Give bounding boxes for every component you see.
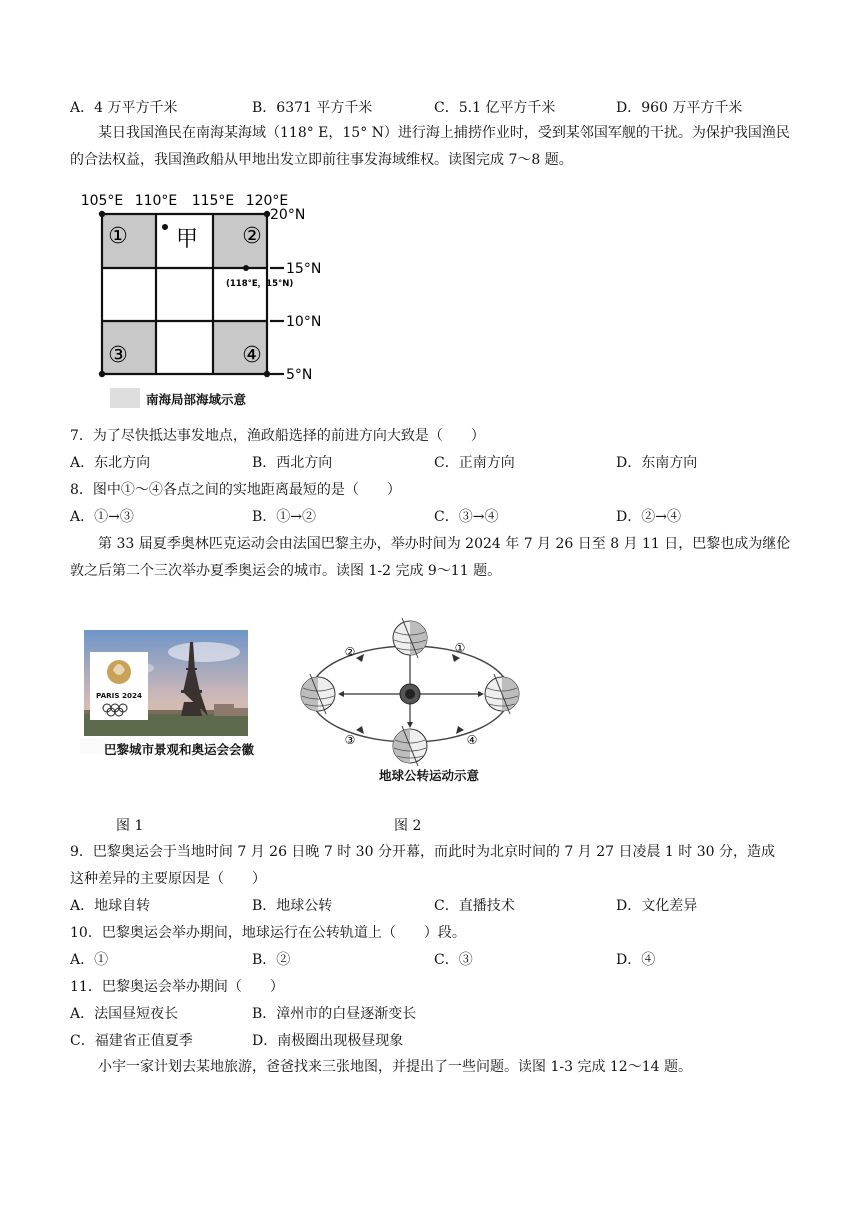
q6-option-a: A．4 万平方千米	[70, 100, 178, 116]
q9-stem-line2: 这种差异的主要原因是（ ）	[70, 871, 266, 887]
q6-option-b: B．6371 平方千米	[252, 100, 373, 116]
lat-label-10: 10°N	[286, 314, 322, 330]
fig1-label: 图 1	[116, 818, 144, 834]
earth-right	[485, 674, 519, 714]
earth-top	[393, 618, 427, 658]
q11-option-c: C．福建省正值夏季	[70, 1033, 193, 1049]
segment-4-label: ④	[466, 733, 478, 747]
point-jia-label: 甲	[176, 227, 199, 252]
q10-option-d: D．④	[616, 952, 656, 968]
fig1-caption: 巴黎城市景观和奥运会会徽	[104, 742, 255, 757]
lat-label-15: 15°N	[286, 261, 322, 277]
q7-option-b: B．西北方向	[252, 455, 333, 471]
point-jia-dot	[162, 224, 168, 230]
logo-text: PARIS 2024	[95, 691, 143, 700]
q10-option-a: A．①	[70, 952, 109, 968]
q8-option-d: D．②→④	[616, 509, 681, 525]
intro-12-14: 小宇一家计划去某地旅游，爸爸找来三张地图，并提出了一些问题。读图 1-3 完成 12～14 题。	[98, 1059, 692, 1075]
q9-option-c: C．直播技术	[434, 898, 515, 914]
q8-stem: 8．图中①～④各点之间的实地距离最短的是（ ）	[70, 482, 401, 498]
lat-label-20: 20°N	[270, 207, 306, 223]
q7-option-c: C．正南方向	[434, 455, 515, 471]
incident-point-dot	[243, 265, 249, 271]
region-3-label: ③	[108, 343, 128, 368]
lon-label-105: 105°E	[80, 193, 124, 209]
south-sea-map	[80, 186, 340, 412]
q7-option-d: D．东南方向	[616, 455, 698, 471]
earth-left	[301, 674, 335, 714]
q10-option-c: C．③	[434, 952, 473, 968]
q8-option-b: B．①→②	[252, 509, 317, 525]
fig2-label: 图 2	[394, 818, 422, 834]
region-2-label: ②	[242, 224, 262, 249]
q11-option-b: B．漳州市的白昼逐渐变长	[252, 1006, 417, 1022]
q9-option-a: A．地球自转	[70, 898, 151, 914]
earth-revolution-diagram	[292, 618, 528, 790]
q7-option-a: A．东北方向	[70, 455, 151, 471]
lon-label-110: 110°E	[134, 193, 178, 209]
segment-3-label: ③	[344, 733, 356, 747]
caption-blur	[110, 388, 140, 408]
lon-label-120: 120°E	[245, 193, 289, 209]
lon-label-115: 115°E	[191, 193, 235, 209]
q11-option-d: D．南极圈出现极昼现象	[252, 1033, 404, 1049]
segment-1-label: ①	[454, 641, 466, 655]
intro-9-11: 第 33 届夏季奥林匹克运动会由法国巴黎主办，举办时间为 2024 年 7 月 26 日至 8 月 11 日，巴黎也成为继伦敦之后第二个三次举办夏季奥运会的城市。读图 1-2 完成 9～11 题。	[70, 536, 791, 579]
q9-option-d: D．文化差异	[616, 898, 698, 914]
map-caption: 南海局部海域示意	[146, 392, 247, 407]
paris-photo	[84, 630, 248, 736]
q8-option-a: A．①→③	[70, 509, 134, 525]
q6-option-c: C．5.1 亿平方千米	[434, 100, 556, 116]
q11-stem: 11．巴黎奥运会举办期间（ ）	[70, 979, 284, 995]
fig2-caption: 地球公转运动示意	[379, 768, 480, 783]
incident-point-label: (118°E，15°N)	[226, 279, 294, 289]
q11-option-a: A．法国昼短夜长	[70, 1006, 179, 1022]
q8-option-c: C．③→④	[434, 509, 499, 525]
region-1-label: ①	[108, 224, 128, 249]
segment-2-label: ②	[344, 645, 356, 659]
q7-stem: 7．为了尽快抵达事发地点，渔政船选择的前进方向大致是（ ）	[70, 428, 485, 444]
q9-option-b: B．地球公转	[252, 898, 333, 914]
region-4-label: ④	[242, 343, 262, 368]
q10-stem: 10．巴黎奥运会举办期间，地球运行在公转轨道上（ ）段。	[70, 925, 466, 941]
q6-option-d: D．960 万平方千米	[616, 100, 743, 116]
q9-stem-line1: 9．巴黎奥运会于当地时间 7 月 26 日晚 7 时 30 分开幕，而此时为北京时间的 7 月 27 日凌晨 1 时 30 分，造成	[70, 844, 775, 860]
intro-7-8: 某日我国渔民在南海某海域（118° E，15° N）进行海上捕捞作业时，受到某邻国军舰的干扰。为保护我国渔民的合法权益，我国渔政船从甲地出发立即前往事发海域维权。读图完成 7～8 题。	[70, 125, 790, 168]
lat-label-5: 5°N	[286, 367, 313, 383]
earth-bottom	[393, 726, 427, 766]
q10-option-b: B．②	[252, 952, 291, 968]
